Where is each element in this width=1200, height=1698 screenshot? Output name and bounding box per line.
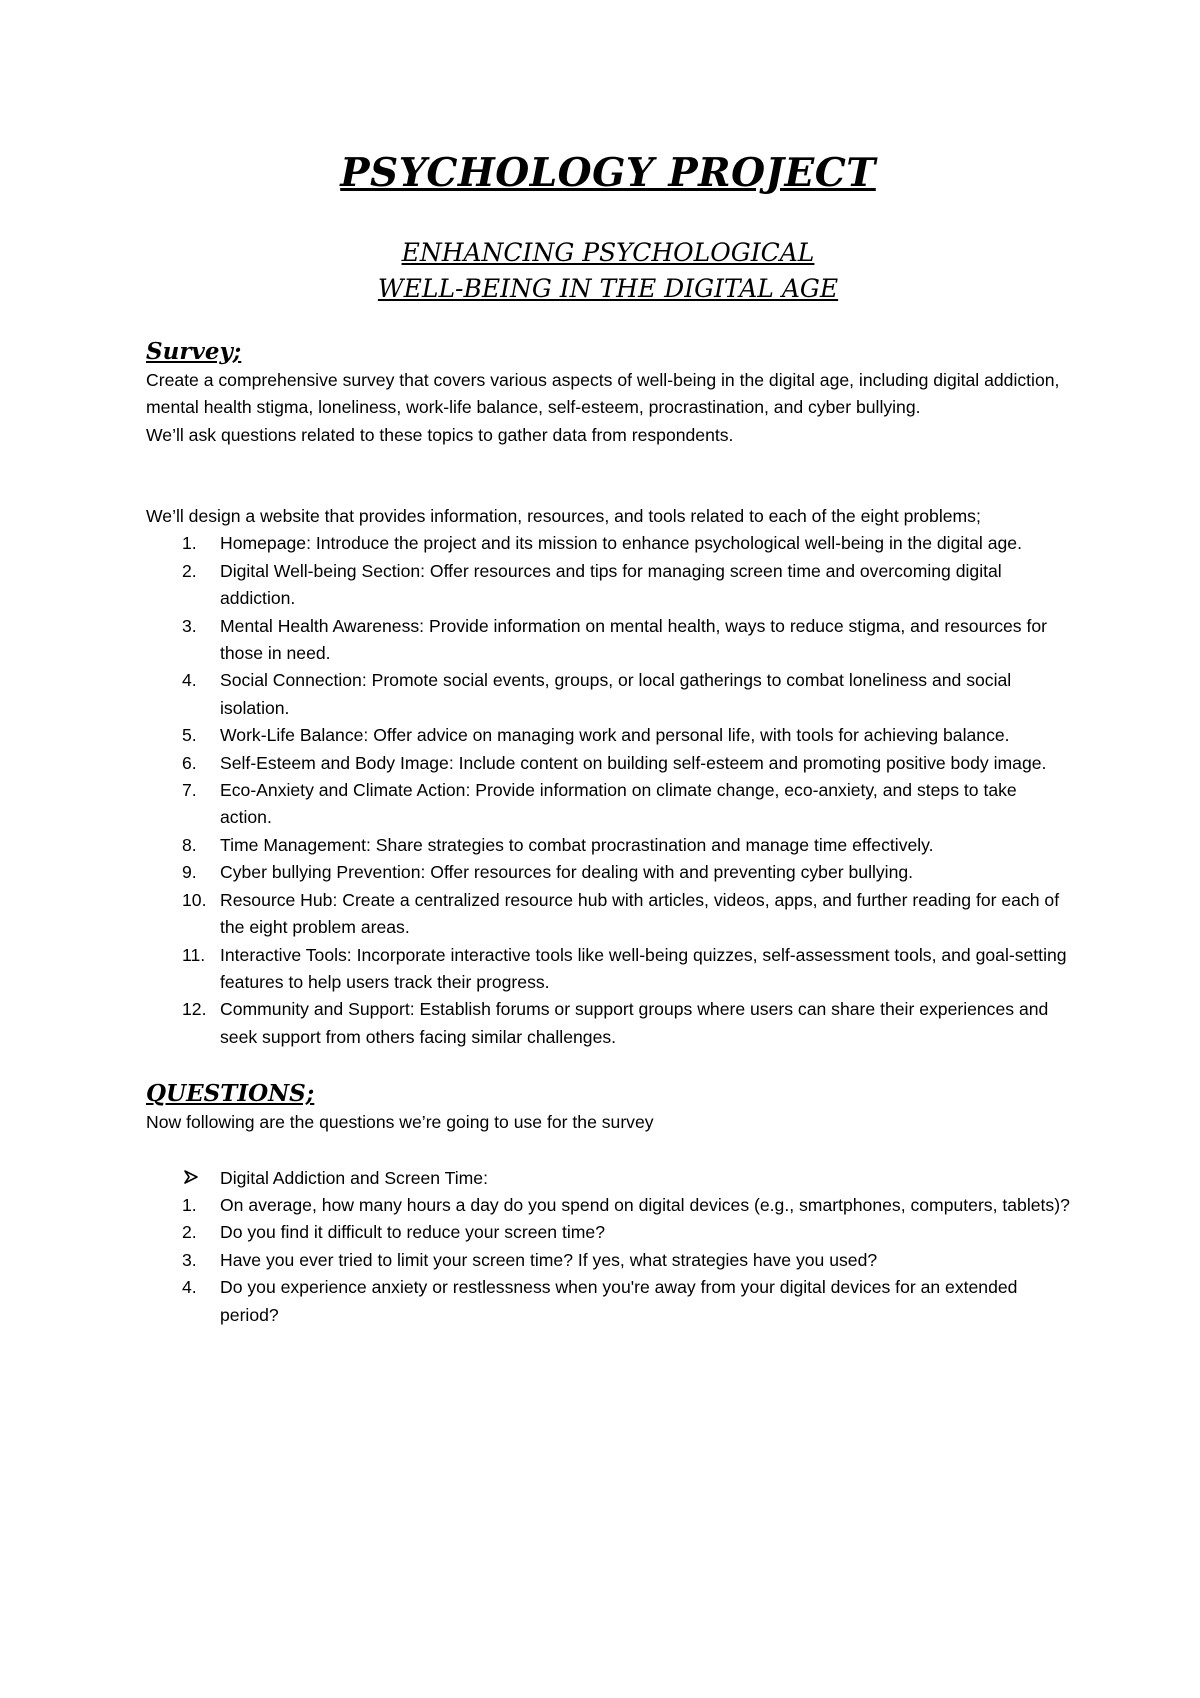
website-intro: We’ll design a website that provides information, resources, and tools related to each of the eight problems;: [146, 506, 981, 527]
list-item-text: Homepage: Introduce the project and its mission to enhance psychological well-being in the digital age.: [220, 533, 1022, 554]
list-item-number: 6.: [182, 752, 197, 773]
list-item-number: 1.: [182, 1194, 197, 1215]
list-item: [146, 887, 1070, 942]
survey-heading: Survey;: [146, 337, 242, 365]
list-item-number: 9.: [182, 862, 197, 883]
questions-heading: QUESTIONS;: [146, 1080, 315, 1108]
list-item-number: 12.: [182, 999, 207, 1020]
questions-intro: Now following are the questions we’re going to use for the survey: [146, 1112, 654, 1133]
list-item-text: On average, how many hours a day do you spend on digital devices (e.g., smartphones, computers, tablets)?: [220, 1194, 1070, 1215]
list-item: [146, 558, 1070, 613]
list-item-text: Social Connection: Promote social events, groups, or local gatherings to combat loneliness and social isolation.: [220, 670, 1012, 718]
list-item: [146, 722, 1070, 749]
document-title: PSYCHOLOGY PROJECT: [340, 150, 876, 196]
list-item-text: Self-Esteem and Body Image: Include content on building self-esteem and promoting positive body image.: [220, 752, 1047, 773]
list-item-number: 3.: [182, 615, 197, 636]
survey-paragraph-1: Create a comprehensive survey that covers various aspects of well-being in the digital age, including digital addiction, mental health stigma, loneliness, work-life balance, self-esteem, procrastination, and cyber bullying.: [146, 369, 1060, 418]
list-item: [146, 942, 1070, 997]
list-item: [146, 777, 1070, 832]
questions-category-list: [146, 1165, 1070, 1192]
list-item-text: Have you ever tried to limit your screen time? If yes, what strategies have you used?: [220, 1249, 878, 1270]
list-item-number: 4.: [182, 1277, 197, 1298]
list-item: [146, 1219, 1070, 1246]
list-item: [146, 996, 1070, 1051]
list-item-number: 8.: [182, 834, 197, 855]
list-item-number: 11.: [182, 944, 206, 965]
list-item-text: Time Management: Share strategies to combat procrastination and manage time effectively.: [220, 834, 934, 855]
list-item: [146, 859, 1070, 886]
list-item-text: Do you find it difficult to reduce your screen time?: [220, 1222, 605, 1243]
list-item-text: Cyber bullying Prevention: Offer resources for dealing with and preventing cyber bullying.: [220, 862, 914, 883]
questions-section: [146, 1079, 1070, 1329]
list-item-number: 3.: [182, 1249, 197, 1270]
category-label: Digital Addiction and Screen Time:: [220, 1167, 488, 1188]
list-item: [146, 1247, 1070, 1274]
arrow-bullet-icon: [182, 1165, 200, 1192]
spacer: [146, 1137, 1070, 1165]
list-item-text: Mental Health Awareness: Provide information on mental health, ways to reduce stigma, and resources for those in need.: [220, 615, 1048, 664]
list-item: [146, 832, 1070, 859]
list-item-number: 2.: [182, 560, 197, 581]
list-item-number: 5.: [182, 725, 197, 746]
list-item-text: Interactive Tools: Incorporate interactive tools like well-being quizzes, self-assessment tools, and goal-setting features to help users track their progress.: [220, 944, 1067, 992]
category-item: [146, 1165, 1070, 1192]
list-item-text: Community and Support: Establish forums or support groups where users can share their experiences and seek support from others facing similar challenges.: [220, 999, 1049, 1047]
website-list: [146, 530, 1070, 1051]
list-item-text: Eco-Anxiety and Climate Action: Provide information on climate change, eco-anxiety, and steps to take action.: [220, 780, 1017, 828]
list-item: [146, 1274, 1070, 1329]
list-item: [146, 530, 1070, 557]
list-item-number: 2.: [182, 1222, 197, 1243]
document-subtitle: [146, 235, 1070, 307]
list-item-number: 4.: [182, 670, 197, 691]
list-item-text: Resource Hub: Create a centralized resource hub with articles, videos, apps, and further reading for each of the eight problem areas.: [220, 889, 1060, 938]
list-item-text: Do you experience anxiety or restlessness when you're away from your digital devices for an extended period?: [220, 1277, 1018, 1325]
subtitle-line-2: WELL-BEING IN THE DIGITAL AGE: [377, 273, 839, 303]
spacer: [146, 449, 1070, 503]
list-item: [146, 667, 1070, 722]
questions-list: [146, 1192, 1070, 1329]
list-item-text: Digital Well-being Section: Offer resources and tips for managing screen time and overcoming digital addiction.: [220, 560, 1002, 609]
spacer: [146, 1051, 1070, 1079]
list-item-number: 7.: [182, 780, 197, 801]
list-item-number: 1.: [182, 533, 197, 554]
survey-paragraph-2: We’ll ask questions related to these topics to gather data from respondents.: [146, 424, 734, 445]
list-item: [146, 750, 1070, 777]
survey-section: [146, 337, 1070, 449]
website-section: [146, 503, 1070, 1051]
list-item: [146, 613, 1070, 668]
subtitle-line-1: ENHANCING PSYCHOLOGICAL: [401, 237, 815, 267]
list-item-text: Work-Life Balance: Offer advice on managing work and personal life, with tools for achieving balance.: [220, 725, 1010, 746]
list-item-number: 10.: [182, 889, 207, 910]
list-item: [146, 1192, 1070, 1219]
